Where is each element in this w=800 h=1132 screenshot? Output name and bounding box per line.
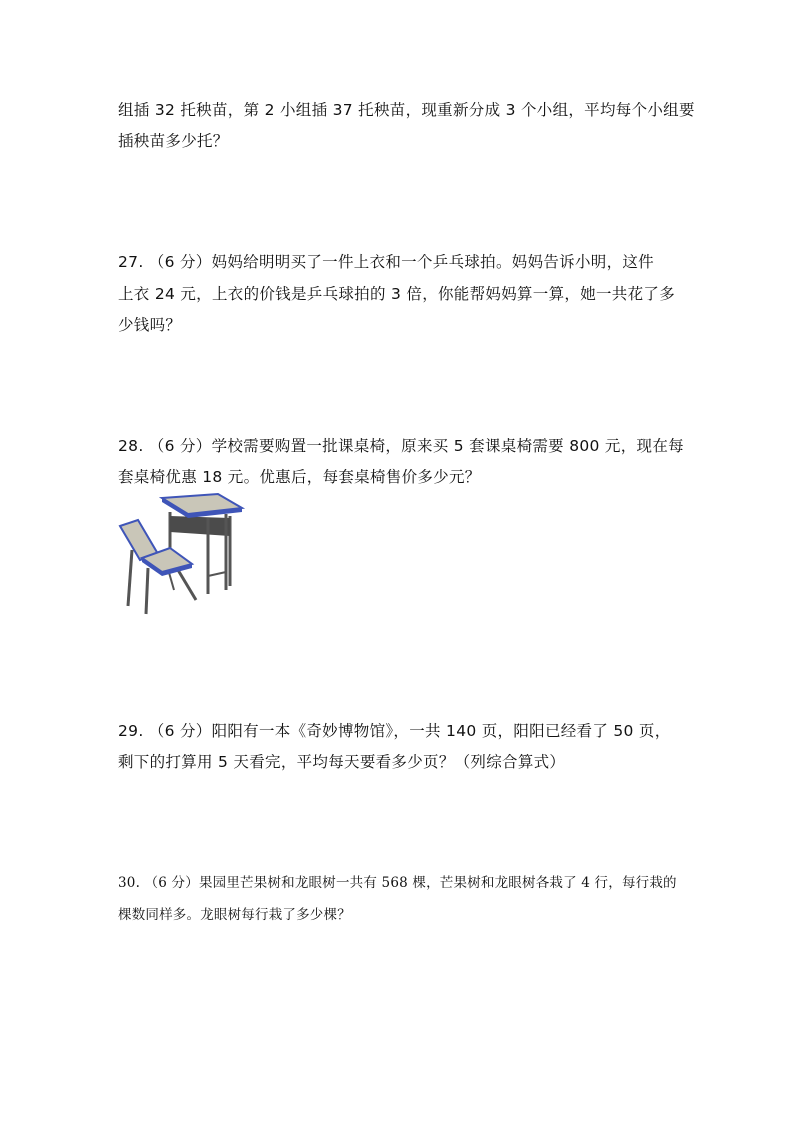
chair-leg-front-left <box>146 568 148 614</box>
desk-chair-illustration <box>118 490 248 618</box>
problem-28-line-1: 28. （6 分）学校需要购置一批课桌椅，原来买 5 套课桌椅需要 800 元，现在每 <box>118 437 684 455</box>
problem-26-line-1: 组插 32 托秧苗，第 2 小组插 37 托秧苗，现重新分成 3 个小组，平均每个小组要 <box>118 101 695 119</box>
problem-29-line-2: 剩下的打算用 5 天看完，平均每天要看多少页？（列综合算式） <box>118 753 566 771</box>
problem-27-line-2: 上衣 24 元，上衣的价钱是乒乓球拍的 3 倍，你能帮妈妈算一算，她一共花了多 <box>118 285 675 303</box>
problem-27-line-1: 27. （6 分）妈妈给明明买了一件上衣和一个乒乓球拍。妈妈告诉小明，这件 <box>118 253 654 271</box>
problem-30-line-1: 30. （6 分）果园里芒果树和龙眼树一共有 568 棵，芒果树和龙眼树各栽了 4 行，每行栽的 <box>118 875 677 891</box>
problem-27-line-3: 少钱吗？ <box>118 316 182 334</box>
problem-30-line-2: 棵数同样多。龙眼树每行栽了多少棵？ <box>118 907 351 923</box>
problem-29-line-1: 29. （6 分）阳阳有一本《奇妙博物馆》，一共 140 页，阳阳已经看了 50 页， <box>118 722 671 740</box>
desk-drawer <box>170 516 230 536</box>
chair-leg-front-right <box>178 570 196 600</box>
problem-26-line-2: 插秧苗多少托？ <box>118 132 229 150</box>
chair-leg-back <box>128 550 132 606</box>
desk-crossbar <box>208 572 226 576</box>
problem-28-line-2: 套桌椅优惠 18 元。优惠后，每套桌椅售价多少元？ <box>118 468 481 486</box>
